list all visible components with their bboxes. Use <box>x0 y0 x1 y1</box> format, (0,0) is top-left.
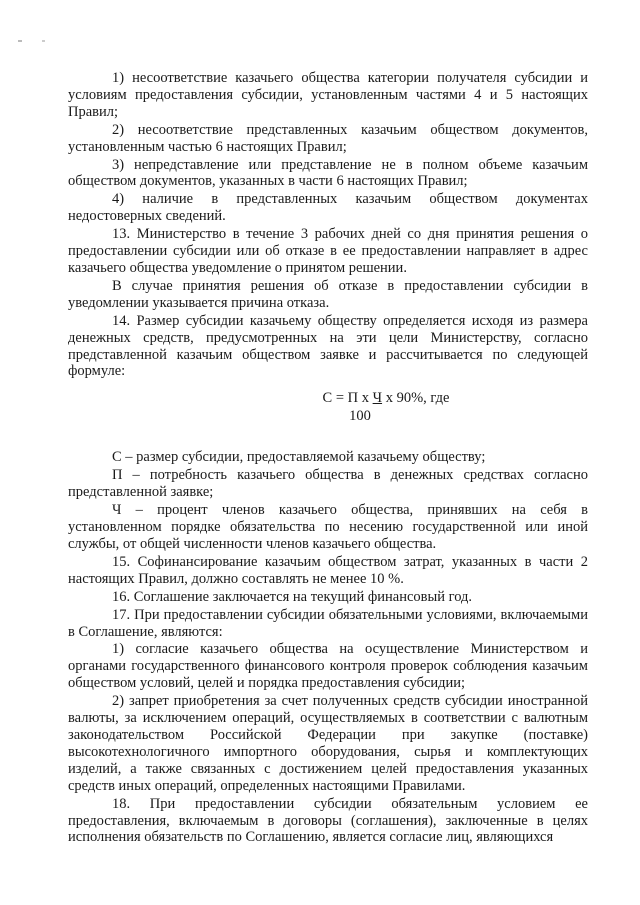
clause-16: 16. Соглашение заключается на текущий финансовый год. <box>112 588 473 605</box>
list-item: 1) несоответствие казачьего общества категории получателя субсидии и условиям предоставления субсидии, установленным частями 4 и 5 настоящих Правил; <box>68 70 588 120</box>
list-item: 2) запрет приобретения за счет полученных средств субсидии иностранной валюты, за исключением операций, осуществляемых в соответствии с валютным законодательством Российской Федерации при закупке (поставке) высокотехнологичного импортного оборудования, сырья и комплектующих изделий, а также связанных с достижением целей предоставления указанных средств иных операций, определенных настоящими Правилами. <box>68 693 588 794</box>
clause-17: 17. При предоставлении субсидии обязательными условиями, включаемыми в Соглашение, являются: <box>68 606 588 640</box>
list-item: 3) непредставление или представление не в полном объеме казачьим обществом документов, указанных в части 6 настоящих Правил; <box>68 156 588 190</box>
clause-13-refusal: В случае принятия решения об отказе в предоставлении субсидии в уведомлении указывается причина отказа. <box>68 277 588 311</box>
document-page <box>68 70 588 846</box>
clause-15: 15. Софинансирование казачьим обществом затрат, указанных в части 2 настоящих Правил, должно составлять не менее 10 %. <box>68 553 588 587</box>
formula-right: х 90%, где <box>382 390 450 407</box>
clause-18: 18. При предоставлении субсидии обязательным условием ее предоставления, включаемым в договоры (соглашения), заключенные в целях исполнения обязательств по Соглашению, является согласие лиц, являющихся <box>68 795 588 846</box>
scan-speck <box>42 40 45 42</box>
formula-left: С = П х <box>322 390 373 407</box>
definition-ch: Ч – процент членов казачьего общества, принявших на себя в установленном порядке обязательства по несению государственной или иной службы, от общей численности членов казачьего общества. <box>68 502 588 553</box>
formula-numerator: Ч <box>372 390 383 407</box>
clause-13: 13. Министерство в течение 3 рабочих дней со дня принятия решения о предоставлении субсидии или об отказе в ее предоставлении направляет в адрес казачьего общества уведомление о принятом решении. <box>68 226 588 276</box>
definition-p: П – потребность казачьего общества в денежных средствах согласно представленной заявке; <box>68 467 588 501</box>
definition-c: С – размер субсидии, предоставляемой казачьему обществу; <box>112 449 486 466</box>
formula-denominator: 100 <box>349 408 371 425</box>
scan-speck <box>18 40 22 42</box>
formula-fraction <box>373 390 382 407</box>
subsidy-formula <box>126 390 640 425</box>
list-item: 1) согласие казачьего общества на осуществление Министерством и органами государственного финансового контроля проверок соблюдения казачьим обществом условий, целей и порядка предоставления субсидии; <box>68 641 588 692</box>
list-item: 2) несоответствие представленных казачьим обществом документов, установленным частью 6 настоящих Правил; <box>68 121 588 155</box>
list-item: 4) наличие в представленных казачьим обществом документах недостоверных сведений. <box>68 191 588 225</box>
clause-14: 14. Размер субсидии казачьему обществу определяется исходя из размера денежных средств, предусмотренных на эти цели Министерству, согласно представленной казачьим обществом заявке и рассчитывается по следующей формуле: <box>68 312 588 380</box>
